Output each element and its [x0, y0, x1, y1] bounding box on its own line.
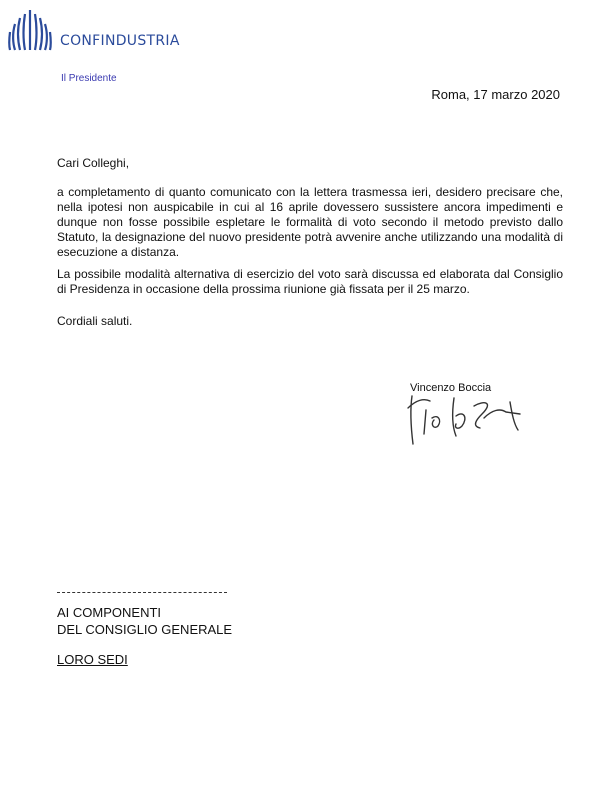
signer-name: Vincenzo Boccia — [410, 382, 492, 394]
addressee-line-3: LORO SEDI — [57, 652, 128, 667]
addressee-line-2: DEL CONSIGLIO GENERALE — [57, 622, 233, 637]
organization-name: CONFINDUSTRIA — [60, 33, 180, 49]
closing: Cordiali saluti. — [57, 314, 133, 328]
separator-rule — [57, 592, 227, 593]
addressee-block — [57, 604, 232, 638]
salutation: Cari Colleghi, — [57, 156, 130, 170]
handwritten-signature — [402, 388, 542, 450]
confindustria-emblem-icon — [6, 6, 54, 54]
letterhead-logo — [6, 6, 180, 54]
office-label: Il Presidente — [61, 73, 117, 84]
addressee-line-1: AI COMPONENTI — [57, 605, 162, 620]
paragraph-2: La possibile modalità alternativa di esercizio del voto sarà discussa ed elaborata dal Consiglio di Presidenza in occasione della prossima riunione già fissata per il 25 marzo. — [57, 267, 563, 296]
date-line: Roma, 17 marzo 2020 — [431, 87, 560, 102]
paragraph-1: a completamento di quanto comunicato con la lettera trasmessa ieri, desidero precisare che, nella ipotesi non auspicabile in cui al 16 aprile dovessero sussistere ancora impedimenti e dunque non fosse possibile espletare le formalità di voto secondo il metodo previsto dallo Statuto, la designazione del nuovo presidente potrà avvenire anche utilizzando una modalità di esecuzione a distanza. — [57, 185, 563, 259]
